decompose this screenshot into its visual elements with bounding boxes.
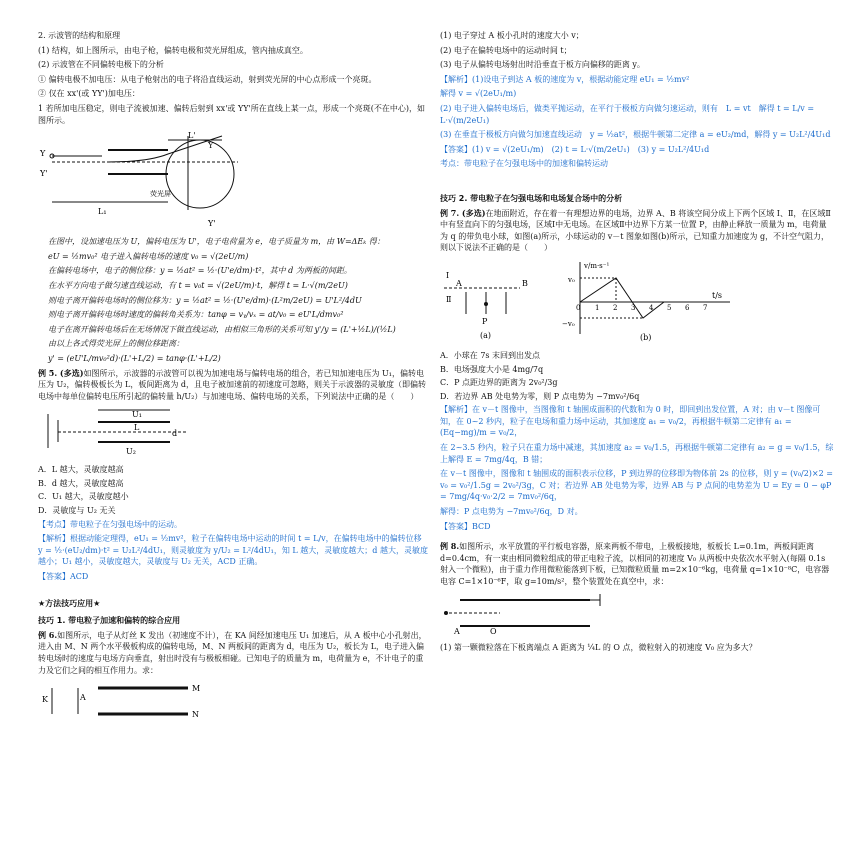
label-ii: Ⅱ: [446, 294, 452, 304]
label-d: d: [172, 429, 178, 439]
label-u1: U₁: [132, 410, 142, 420]
example5-figure: [38, 406, 428, 458]
label-neg-v0: −v₀: [562, 319, 575, 328]
right-column: [440, 30, 834, 656]
formula-line: 由以上各式得荧光屏上的侧位移距离：: [48, 339, 184, 349]
daan: 【答案】(1) v = √(2eU₁/m) (2) t = L·√(m/2eU₁) (3) y = U₂L²/4U₁d: [440, 144, 710, 154]
tick-6: 6: [685, 303, 690, 312]
jiexi-line: 在 2~3.5 秒内，粒子只在重力场中减速，其加速度 a₂ = v₀/1.5，再根据牛顿第二定律有 a₂ = g = v₀/1.5，综上解得 E = 7mg/4q，B 错；: [440, 443, 834, 464]
jiexi-line: 在 v－t 图像中，图像和 t 轴围成的面积表示位移，P 到边界的位移即为物体前 2s 的位移，则 y = (v₀/2)×2 = v₀ = v₀²/1.5g = 2v₀²/3g，C 对；若边界 AB 处电势为零，边界 AB 与 P 点间的电势差为 U = Ey = 0 − φP = 7mg/4q·v₀·2/2 = 7mv₀²/6q，: [440, 469, 833, 502]
tip-2: 技巧 2. 带电粒子在匀强电场和电场复合场中的分析: [440, 193, 623, 203]
example8-figure: [440, 592, 834, 636]
example-8: [440, 541, 834, 587]
label-ytop: Y: [208, 141, 214, 151]
question-line: (1) 电子穿过 A 板小孔时的速度大小 v；: [440, 31, 584, 40]
jiexi-line: (2) 电子进入偏转电场后，做类平抛运动，在平行于极板方向做匀速运动，则有 L = vt 解得 t = L/v = L·√(m/2eU₁): [440, 103, 815, 125]
label-v0: v₀: [568, 275, 575, 284]
example-text: 如图所示，电子从灯丝 K 发出（初速度不计），在 KA 间经加速电压 U₁ 加速后，从 A 板中心小孔射出，进入由 M、N 两个水平极板构成的偏转电场，M、N 两板间的距离为 d，电压为 U₂，板长为 L，电子进入偏转电场时的速度与电场方向垂直，射出时没有与极板相碰。已知电子的质量为 m，电荷量为 e，不计电子的重力及它们之间的相互作用力。求：: [38, 630, 427, 675]
formula-line: 在偏转电场中，电子的侧位移：y = ½at² = ½·(U'e/dm)·t²，其中 d 为两板的间距。: [48, 266, 352, 276]
section-heading: 2. 示波管的结构和原理: [38, 31, 121, 40]
formula-line: 电子在离开偏转电场后在无场情况下做直线运动，由相似三角形的关系可知 y'/y = (L'+½L)/(½L): [48, 324, 396, 334]
tick-4: 4: [649, 303, 654, 312]
daan: 【答案】ACD: [38, 572, 89, 582]
label-p: P: [482, 316, 488, 326]
question-line: (2) 电子在偏转电场中的运动时间 t；: [440, 45, 572, 55]
example-title: 例 5. (多选): [38, 367, 84, 378]
choice-b: B．电场强度大小是 4mg/7q: [440, 364, 544, 374]
formula-line: 则电子离开偏转电场时速度的偏转角关系为：tanφ = vᵧ/vₓ = at/v₀ = eU'L/dmv₀²: [48, 310, 344, 320]
caption-a: (a): [480, 330, 492, 340]
choice-a: A．小球在 7s 末回到出发点: [440, 350, 541, 360]
label-yp: Y': [40, 169, 48, 179]
label-u2: U₂: [126, 447, 136, 457]
tick-labels: [576, 304, 707, 312]
example-title: 例 6.: [38, 629, 58, 640]
label-a: A: [454, 626, 460, 636]
label-Lp: L': [188, 131, 196, 141]
tick-0: 0: [576, 303, 581, 312]
label-screen: 荧光屏: [150, 190, 171, 199]
field-and-vt-diagram: [440, 258, 740, 344]
example-5: [38, 368, 428, 403]
question-line: (1) 第一颗微粒落在下板离端点 A 距离为 ¼L 的 O 点，微粒射入的初速度 V₀ 应为多大？: [440, 642, 757, 652]
choice-a: A．L 越大，灵敏度越高: [38, 465, 124, 475]
label-l: L: [134, 423, 140, 433]
choice-c: C．P 点距边界的距离为 2v₀²/3g: [440, 378, 558, 388]
text-line: (1) 结构，如上图所示，由电子枪，偏转电极和荧光屏组成，管内抽成真空。: [38, 45, 308, 55]
example-text: 如图所示，水平放置的平行板电容器，原来两板不带电，上极板接地，板板长 L=0.1m，两板间距离 d=0.4cm，有一束由相同微粒组成的带正电粒子流，以相同的初速度 V₀ 从两板中央依次水平射入(每隔 0.1s 射入一个微粒)，由于重力作用微粒能落到下板，已知微粒质量 m=2×10⁻⁶kg，电荷量 q=1×10⁻⁸C，电容器电容 C=1×10⁻⁶F，取 g=10m/s²，整个装置处在真空中，求：: [440, 542, 830, 586]
example6-figure: [38, 680, 428, 720]
example7-figure: [440, 258, 834, 344]
label-a: A: [456, 278, 462, 288]
choice-b: B．d 越大，灵敏度越高: [38, 478, 124, 488]
formula-line: 在水平方向电子做匀速直线运动，有 t = v₀t = √(2eU/m)·t，解得 t = L·√(m/2eU): [48, 280, 348, 290]
formula-line: 则电子离开偏转电场时的侧位移为：y = ½at² = ½·(U'e/dm)·(L²m/2eU) = U'L²/4dU: [48, 295, 362, 305]
caption-b: (b): [640, 332, 652, 342]
choice-c: C．U₁ 越大，灵敏度越小: [38, 492, 129, 502]
label-b: B: [522, 278, 528, 288]
example-text: 在地面附近，存在着一有理想边界的电场，边界 A、B 将该空间分成上下两个区域 Ⅰ、Ⅱ，在区域Ⅱ中有竖直向下的匀强电场，区域Ⅰ中无电场。在区域Ⅱ中边界下方某一位置 P，由静止释放一质量为 m，电荷量为 q 的带负电小球，如图(a)所示，小球运动的 v－t 图象如图(b)所示，已知重力加速度为 g，不计空气阻力，则以下说法不正确的是（ ）: [440, 208, 831, 253]
jiexi-line: 【解析】在 v－t 图像中，当图像和 t 轴围成面积的代数和为 0 时，即回到出发位置，A 对；由 v－t 图像可知，在 0~2 秒内，粒子在电场和重力场中运动，其加速度 a₁ = v₀/2，再根据牛顿第二定律有 a₁ = (Eq−mg)/m = v₀/2，: [440, 405, 821, 438]
jiexi-line: 【解析】(1)设电子到达 A 板的速度为 v，根据动能定理 eU₁ = ½mv²: [440, 74, 690, 84]
tick-1: 1: [595, 303, 600, 312]
jiexi-line: 解得：P 点电势为 −7mv₀²/6q，D 对。: [440, 507, 583, 517]
kaodian: 考点：带电粒子在匀强电场中的加速和偏转运动: [440, 159, 608, 169]
label-a: A: [80, 693, 86, 703]
example-title: 例 7. (多选): [440, 207, 486, 218]
tick-3: 3: [631, 303, 636, 312]
label-ybot: Y': [208, 219, 216, 229]
text-line: (2) 示波管在不同偏转电极下的分析: [38, 60, 164, 70]
oscilloscope-diagram: [38, 130, 238, 230]
formula-line: y' = (eU'L/mv₀²d)·(L'+L/2) = tanφ·(L'+L/2): [48, 353, 221, 363]
label-v-axis: v/m·s⁻¹: [584, 261, 610, 270]
daan: 【答案】BCD: [440, 521, 491, 531]
example-text: 如图所示，示波器的示波管可以视为加速电场与偏转电场的组合，若已知加速电压为 U₁，偏转电压为 U₂，偏转极板长为 L，板间距离为 d，且电子被加速前的初速度可忽略，则关于示波器的灵敏度（即偏转电场中每单位偏转电压所引起的偏转量 h/U₂）与加速电场、偏转电场的关系，下列说法中正确的是（ ）: [38, 368, 427, 401]
oscilloscope-figure: [38, 130, 428, 230]
label-m: M: [192, 684, 201, 694]
example-6: [38, 630, 428, 676]
capacitor-diagram: [440, 592, 640, 636]
tick-7: 7: [703, 303, 708, 312]
label-L1: L₁: [98, 207, 107, 217]
tick-5: 5: [667, 303, 672, 312]
formula-line: eU = ½mv₀² 电子进入偏转电场的速度 v₀ = √(2eU/m): [48, 251, 249, 261]
example-7: [440, 208, 834, 254]
jiexi-line: (3) 在垂直于极板方向做匀加速直线运动 y = ½at²，根据牛顿第二定律 a = eU₂/md，解得 y = U₂L²/4U₁d: [440, 130, 831, 140]
text-line: ② 仅在 xx'(或 YY')加电压：: [38, 89, 140, 99]
jiexi: 【解析】根据动能定理得，eU₁ = ½mv²，粒子在偏转电场中运动的时间 t = L/v，在偏转电场中的偏转位移 y = ½·(eU₂/dm)·t² = U₂L²/4dU₁，则灵敏度为 y/U₂ = L²/4dU₁，知 L 越大，灵敏度越大；d 越大，灵敏度越小；U₁ 越小，灵敏度越大，灵敏度与 U₂ 无关，ACD 正确。: [38, 534, 428, 567]
electron-gun-diagram: [38, 680, 218, 720]
choice-d: D．灵敏度与 U₂ 无关: [38, 506, 116, 516]
kaodian: 【考点】带电粒子在匀强电场中的运动。: [38, 519, 182, 529]
label-t: t/s: [712, 290, 723, 300]
text-line: 1 若所加电压稳定，则电子流被加速、偏转后射到 xx'或 YY'所在直线上某一点，形成一个亮斑(不在中心)，如图所示。: [38, 103, 425, 125]
question-line: (3) 电子从偏转电场射出时沿垂直于板方向偏移的距离 y。: [440, 60, 645, 70]
method-title: ★方法技巧应用★: [38, 598, 101, 608]
formula-line: 在图中，设加速电压为 U，偏转电压为 U'，电子电荷量为 e，电子质量为 m，由 W=ΔEₖ 得：: [48, 237, 385, 247]
left-column: [38, 30, 428, 726]
jiexi-line: 解得 v = √(2eU₁/m): [440, 89, 517, 99]
label-k: K: [42, 695, 48, 705]
tick-2: 2: [613, 303, 618, 312]
label-i: Ⅰ: [446, 270, 450, 280]
label-o: O: [490, 626, 497, 636]
label-n: N: [192, 710, 199, 720]
label-y: Y: [40, 149, 46, 159]
deflection-plates-diagram: [38, 406, 198, 458]
tip-1: 技巧 1. 带电粒子加速和偏转的综合应用: [38, 616, 181, 626]
choice-d: D．若边界 AB 处电势为零，则 P 点电势为 −7mv₀²/6q: [440, 391, 640, 401]
example-title: 例 8.: [440, 541, 460, 552]
text-line: ① 偏转电极不加电压：从电子枪射出的电子将沿直线运动，射到荧光屏的中心点形成一个亮斑。: [38, 74, 377, 84]
